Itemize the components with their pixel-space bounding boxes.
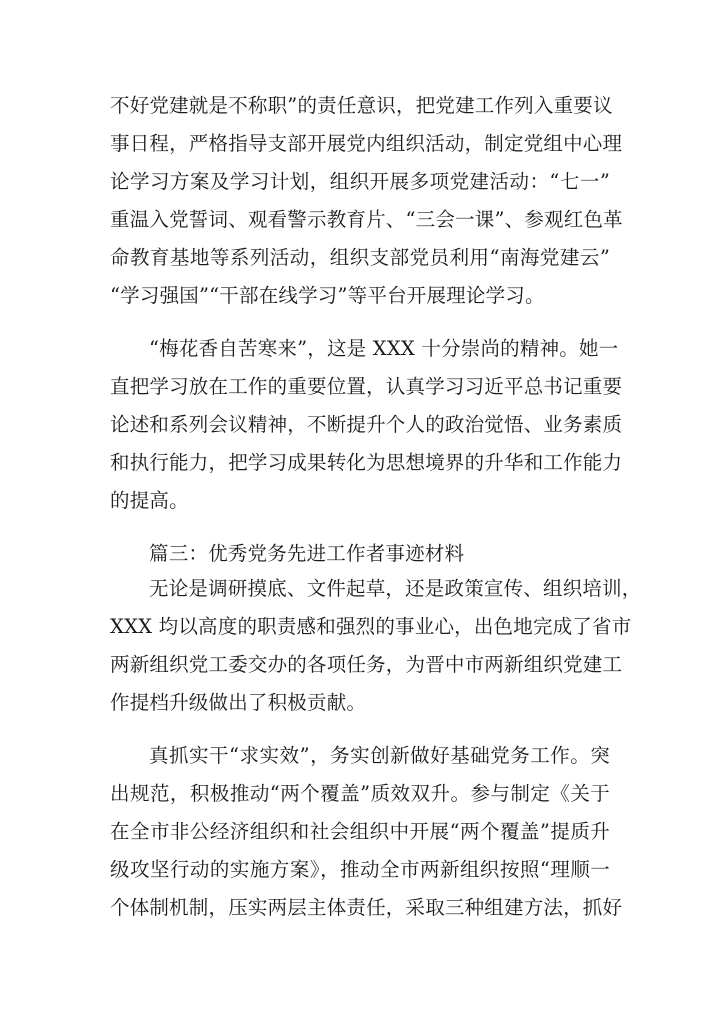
paragraph-4-line-3: 在全市非公经济组织和社会组织中开展“两个覆盖”提质升 (110, 820, 610, 843)
paragraph-2-line-2: 直把学习放在工作的重要位置，认真学习习近平总书记重要 (110, 375, 623, 398)
paragraph-1-line-2: 事日程，严格指导支部开展党内组织活动，制定党组中心理 (110, 132, 623, 155)
paragraph-3-line-4: 作提档升级做出了积极贡献。 (110, 691, 367, 714)
paragraph-2-line-5: 的提高。 (110, 489, 189, 512)
paragraph-1-line-5: 命教育基地等系列活动，组织支部党员利用“南海党建云” (110, 246, 610, 269)
paragraph-4-line-1: 真抓实干“求实效”，务实创新做好基础党务工作。突 (149, 744, 610, 767)
paragraph-4-line-5: 个体制机制，压实两层主体责任，采取三种组建方法，抓好 (110, 896, 623, 919)
paragraph-2-line-1: “梅花香自苦寒来”，这是 XXX 十分崇尚的精神。她一 (149, 337, 619, 360)
paragraph-3-line-2: XXX 均以高度的职责感和强烈的事业心，出色地完成了省市 (110, 615, 632, 638)
paragraph-4-line-4: 级攻坚行动的实施方案》，推动全市两新组织按照“理顺一 (110, 858, 610, 881)
paragraph-1-line-6: “学习强国”“干部在线学习”等平台开展理论学习。 (110, 284, 545, 307)
paragraph-1-line-1: 不好党建就是不称职”的责任意识，把党建工作列入重要议 (110, 94, 613, 117)
paragraph-1-line-3: 论学习方案及学习计划，组织开展多项党建活动：“七一” (110, 170, 610, 193)
paragraph-4-line-2: 出规范，积极推动“两个覆盖”质效双升。参与制定《关于 (110, 782, 610, 805)
paragraph-3-line-3: 两新组织党工委交办的各项任务，为晋中市两新组织党建工 (110, 653, 623, 676)
paragraph-2-line-3: 论述和系列会议精神，不断提升个人的政治觉悟、业务素质 (110, 413, 623, 436)
paragraph-1-line-4: 重温入党誓词、观看警示教育片、“三会一课”、参观红色革 (110, 208, 623, 231)
paragraph-3-line-1: 无论是调研摸底、文件起草，还是政策宣传、组织培训， (149, 577, 642, 600)
section-heading: 篇三：优秀党务先进工作者事迹材料 (149, 542, 465, 565)
paragraph-2-line-4: 和执行能力，把学习成果转化为思想境界的升华和工作能力 (110, 451, 623, 474)
